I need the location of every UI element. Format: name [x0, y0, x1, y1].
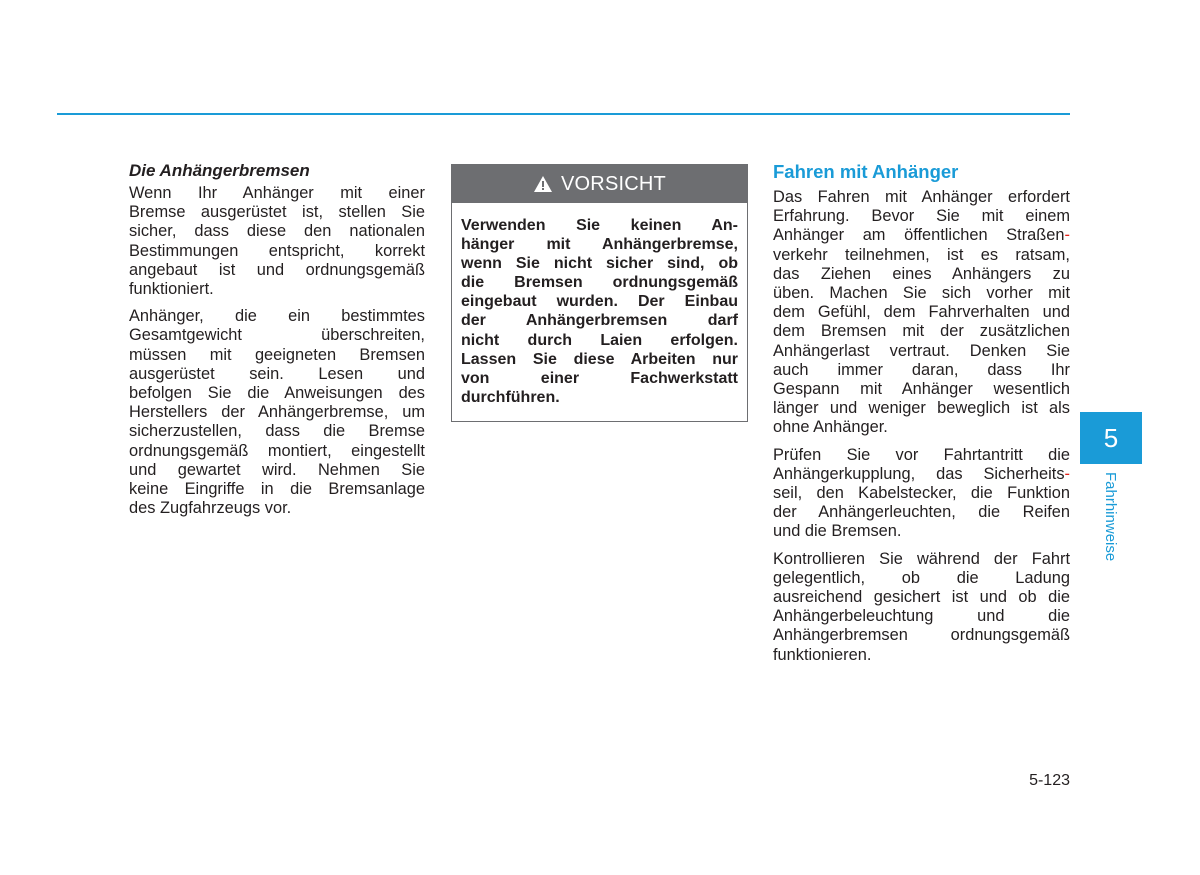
text-line: und gewartet wird. Nehmen Sie	[129, 460, 425, 479]
caution-line: von einer Fachwerkstatt	[461, 369, 738, 387]
text-line: Prüfen Sie vor Fahrtantritt die	[773, 445, 1070, 464]
text-line: ordnungsgemäß montiert, eingestellt	[129, 441, 425, 460]
caution-line: eingebaut wurden. Der Einbau	[461, 293, 738, 311]
chapter-number-tab: 5	[1080, 412, 1142, 464]
paragraph-in-trip-check	[773, 550, 1070, 665]
text-line: ausreichend gesichert ist und ob die	[773, 588, 1070, 607]
text-line: Anhängerlast vertraut. Denken Sie	[773, 341, 1070, 360]
text-line: Wenn Ihr Anhänger mit einer	[129, 184, 425, 202]
caution-line: durchführen.	[461, 388, 560, 406]
text-line: keine Eingriffe in die Bremsanlage	[129, 480, 425, 499]
text-line: dem Bremsen mit der zusätzlichen	[773, 322, 1070, 341]
text-line	[773, 226, 1070, 245]
text-line: Erfahrung. Bevor Sie mit einem	[773, 207, 1070, 226]
caution-line: hänger mit Anhängerbremse,	[461, 236, 738, 254]
caution-line: nicht durch Laien erfolgen.	[461, 331, 738, 349]
top-rule	[57, 113, 1070, 115]
page-number: 5-123	[1029, 772, 1070, 789]
caution-line: Lassen Sie diese Arbeiten nur	[461, 350, 738, 368]
text-line: befolgen Sie die Anweisungen des	[129, 384, 425, 403]
text-line: funktionieren.	[773, 645, 872, 664]
caution-title: VORSICHT	[561, 172, 666, 195]
paragraph-experience	[773, 188, 1070, 438]
text-line: Bestimmungen entspricht, korrekt	[129, 241, 425, 260]
text-line: der Anhängerleuchten, die Reifen	[773, 503, 1070, 522]
caution-line: Verwenden Sie keinen An-	[461, 217, 738, 234]
text-line: auch immer daran, dass Ihr	[773, 360, 1070, 379]
caution-line: die Bremsen ordnungsgemäß	[461, 274, 738, 292]
left-column	[129, 160, 425, 526]
paragraph-pre-trip-check	[773, 446, 1070, 542]
text-line: gelegentlich, ob die Ladung	[773, 568, 1070, 587]
text-fragment: Anhänger am öffentlichen Straßen	[773, 226, 1065, 245]
text-line: ohne Anhänger.	[773, 418, 888, 437]
chapter-label: Fahrhinweise	[1102, 472, 1119, 562]
text-line: Anhänger, die ein bestimmtes	[129, 307, 425, 326]
paragraph-brake-equipped	[129, 184, 425, 299]
right-column	[773, 160, 1070, 673]
caution-line: der Anhängerbremsen darf	[461, 312, 738, 330]
text-fragment: Anhängerkupplung, das Sicherheits	[773, 464, 1065, 483]
text-line: sicher, dass diese den nationalen	[129, 222, 425, 241]
text-line: das Ziehen eines Anhängers zu	[773, 264, 1070, 283]
text-line: verkehr teilnehmen, ist es ratsam,	[773, 245, 1070, 264]
text-line: dem Gefühl, dem Fahrverhalten und	[773, 303, 1070, 322]
caution-header	[452, 165, 747, 203]
text-line	[773, 465, 1070, 484]
text-line: des Zugfahrzeugs vor.	[129, 499, 292, 518]
paragraph-weight-limit	[129, 307, 425, 518]
text-line: Kontrollieren Sie während der Fahrt	[773, 549, 1070, 568]
text-line: Anhängerbeleuchtung und die	[773, 607, 1070, 626]
caution-box	[451, 164, 748, 422]
text-line: sicherzustellen, dass die Bremse	[129, 422, 425, 441]
middle-column	[451, 160, 748, 422]
text-line: Gespann mit Anhänger wesentlich	[773, 380, 1070, 399]
text-line: angebaut ist und ordnungsgemäß	[129, 260, 425, 279]
text-line: üben. Machen Sie sich vorher mit	[773, 284, 1070, 303]
text-line: länger und weniger beweglich ist als	[773, 399, 1070, 418]
section-title-driving-with-trailer: Fahren mit Anhänger	[773, 161, 959, 182]
caution-line: wenn Sie nicht sicher sind, ob	[461, 255, 738, 273]
text-line: seil, den Kabelstecker, die Funktion	[773, 484, 1070, 503]
text-line: müssen mit geeigneten Bremsen	[129, 345, 425, 364]
subheading-trailer-brakes: Die Anhängerbremsen	[129, 161, 310, 180]
text-line: funktioniert.	[129, 280, 214, 299]
hyphen-mark: -	[1064, 226, 1070, 245]
caution-text	[452, 203, 747, 421]
text-line: ausgerüstet sein. Lesen und	[129, 364, 425, 383]
text-line: Anhängerbremsen ordnungsgemäß	[773, 626, 1070, 645]
text-line: Herstellers der Anhängerbremse, um	[129, 403, 425, 422]
text-line: Gesamtgewicht überschreiten,	[129, 326, 425, 345]
hyphen-mark: -	[1064, 464, 1070, 483]
text-line: Das Fahren mit Anhänger erfordert	[773, 188, 1070, 206]
warning-triangle-icon	[533, 175, 553, 193]
text-line: und die Bremsen.	[773, 522, 902, 541]
text-line: Bremse ausgerüstet ist, stellen Sie	[129, 203, 425, 222]
